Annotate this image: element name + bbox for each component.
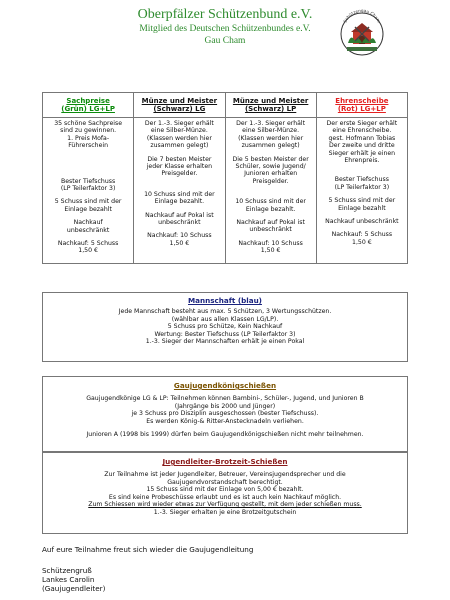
col-line: Nachkauf auf Pokal ist — [236, 219, 305, 227]
col-line: Schüler, sowie Jugend/ — [235, 163, 306, 171]
col-line: eine Silber-Münze. — [150, 127, 208, 135]
col-line: unbeschränkt — [249, 226, 292, 234]
mannschaft-section — [42, 292, 408, 362]
col-line: Die 7 besten Meister — [147, 155, 212, 163]
col-paragraph-p2 — [136, 156, 222, 178]
col-line: eine Silber-Münze. — [242, 127, 300, 135]
col-line: Der 1.-3. Sieger erhält — [144, 120, 214, 127]
col-paragraph-p5 — [45, 219, 131, 234]
koenig-title: Gaujugendkönigschießen — [173, 381, 277, 390]
col-line: Einlage bezahlt. — [245, 205, 296, 213]
mannschaft-line: 5 Schuss pro Schütze, Kein Nachkauf — [167, 323, 283, 331]
col-line: Nachkauf auf Pokal ist — [145, 211, 214, 219]
brotzeit-last-line: 1.-3. Sieger erhalten je eine Brotzeitgutschein — [153, 508, 297, 516]
brotzeit-line: 15 Schuss sind mit der Einlage von 5,00 € bezahlt. — [146, 486, 304, 494]
col-line: Einlage bezahlt. — [154, 198, 205, 206]
col-line: Der erste Sieger erhält — [326, 120, 398, 127]
koenig-line: Gaujugendkönige LG & LP: Teilnehmen können Bambini-, Schüler-, Jugend, und Junioren B — [86, 395, 364, 402]
col-paragraph-p6 — [45, 240, 131, 255]
col-head-muenze-lp: Münze und Meister (Schwarz) LP — [225, 93, 316, 118]
col-line: 5 Schuss sind mit der — [328, 197, 396, 205]
col-line: Nachkauf — [73, 219, 103, 227]
col-body-sachpreise — [43, 118, 134, 264]
col-line: Ehrenpreis. — [344, 157, 380, 165]
col-paragraph-p4 — [136, 191, 222, 206]
col-paragraph-p3 — [228, 191, 314, 192]
logo-text: Schützengau Cham — [342, 7, 382, 24]
col-line: Bester Tiefschuss — [334, 176, 389, 184]
signer-name: Lankes Carolin — [42, 575, 95, 584]
brotzeit-line: Gaujugendvorstandschaft berechtigt. — [167, 478, 283, 486]
col-line: eine Ehrenscheibe. — [332, 127, 392, 135]
col-line: sind zu gewinnen. — [60, 127, 117, 135]
col-line: zusammen gelegt) — [150, 142, 209, 150]
col-body-muenze-lg — [134, 118, 225, 264]
signer-role: (Gaujugendleiter) — [42, 584, 106, 593]
koenig-line: je 3 Schuss pro Disziplin ausgeschossen (bester Tiefschuss). — [131, 410, 319, 418]
col-line: Führerschein — [68, 142, 109, 150]
club-logo-icon — [339, 7, 385, 61]
brotzeit-line: Es sind keine Probeschüsse erlaubt und es ist auch kein Nachkauf möglich. — [108, 493, 342, 501]
brotzeit-title: Jugendleiter-Brotzeit-Schießen — [162, 457, 288, 466]
col-paragraph-p5 — [228, 219, 314, 234]
prize-table — [42, 92, 408, 264]
col-line: Nachkauf: 5 Schuss — [331, 231, 393, 239]
col-body-ehrenscheibe — [316, 118, 407, 264]
col-head-sachpreise: Sachpreise (Grün) LG+LP — [43, 93, 134, 118]
col-line: jeder Klasse erhalten — [146, 163, 213, 171]
brotzeit-underlined-note: Zum Schiessen wird wieder etwas zur Verfügung gestellt, mit dem jeder schießen muss. — [88, 501, 362, 509]
col-line: Junioren erhalten — [244, 170, 298, 178]
col-line: Einlage bezahlt — [338, 204, 386, 212]
col-line: (LP Teilerfaktor 3) — [334, 183, 390, 191]
col-line: (Klassen werden hier — [238, 134, 304, 142]
col-line: 1. Preis Mofa- — [67, 134, 110, 142]
col-line: Preisgelder. — [161, 170, 198, 178]
col-body-muenze-lp — [225, 118, 316, 264]
koenig-line: Es werden König-& Ritter-Anstecknadeln verliehen. — [146, 417, 304, 425]
mannschaft-line: 1.-3. Sieger der Mannschaften erhält je einen Pokal — [145, 338, 305, 346]
col-line: Der zweite und dritte — [329, 142, 395, 150]
col-line: 1,50 € — [260, 247, 281, 255]
col-head-muenze-lg: Münze und Meister (Schwarz) LG — [134, 93, 225, 118]
col-paragraph-p1 — [45, 120, 131, 150]
col-line: unbeschränkt — [158, 219, 201, 227]
brotzeit-section — [42, 452, 408, 534]
col-line: 1,50 € — [169, 239, 190, 247]
col-line: Nachkauf unbeschränkt — [325, 218, 399, 226]
col-line: unbeschränkt — [66, 226, 110, 234]
koenig-line: (Jahrgänge bis 2000 und Jünger) — [174, 402, 276, 410]
col-paragraph-p1 — [136, 120, 222, 150]
col-paragraph-p3 — [319, 176, 405, 191]
greeting: Schützengruß — [42, 566, 92, 575]
col-line: Der 1.-3. Sieger erhält — [236, 120, 306, 127]
col-line: Einlage bezahlt — [64, 205, 112, 213]
col-line: Sieger erhält je einen — [328, 149, 396, 157]
mannschaft-line: (wählbar aus allen Klassen LG/LP). — [171, 315, 279, 323]
col-line: gest. Hofmann Tobias — [328, 134, 396, 142]
col-paragraph-p1 — [228, 120, 314, 150]
col-paragraph-p6 — [136, 232, 222, 247]
col-line: (Klassen werden hier — [146, 134, 212, 142]
col-line: Die 5 besten Meister der — [232, 155, 309, 163]
club-title: Oberpfälzer Schützenbund e.V. — [137, 7, 313, 22]
col-line: Nachkauf: 5 Schuss — [57, 240, 119, 248]
mannschaft-line: Jede Mannschaft besteht aus max. 5 Schützen, 3 Wertungsschützen. — [118, 308, 332, 315]
mannschaft-line: Wertung: Bester Tiefschuss (LP Teilerfaktor 3) — [154, 330, 296, 338]
invite-text: Auf eure Teilnahme freut sich wieder die Gaujugendleitung — [42, 545, 254, 554]
col-paragraph-p6 — [228, 240, 314, 255]
col-line: 35 schöne Sachpreise — [54, 120, 123, 127]
col-line: 10 Schuss sind mit der — [144, 190, 215, 198]
col-paragraph-p5 — [319, 218, 405, 225]
col-line: 1,50 € — [352, 238, 372, 246]
col-line: Bester Tiefschuss — [61, 177, 116, 185]
col-paragraph-p6 — [319, 231, 405, 246]
col-line: 5 Schuss sind mit der — [54, 198, 122, 206]
col-line: zusammen gelegt) — [241, 142, 300, 150]
col-line: 1,50 € — [78, 247, 98, 255]
col-line: (LP Teilerfaktor 3) — [60, 185, 116, 193]
col-paragraph-p5 — [136, 212, 222, 227]
mannschaft-title: Mannschaft (blau) — [188, 296, 262, 305]
col-paragraph-p3 — [136, 184, 222, 185]
col-head-ehrenscheibe: Ehrenscheibe (Rot) LG+LP — [316, 93, 407, 118]
col-line: Nachkauf: 10 Schuss — [238, 239, 303, 247]
col-line: Preisgelder. — [252, 177, 289, 185]
col-paragraph-p3 — [45, 178, 131, 193]
col-paragraph-p4 — [45, 198, 131, 213]
brotzeit-line: Zur Teilnahme ist jeder Jugendleiter, Betreuer, Vereinsjugendsprecher und die — [104, 471, 346, 478]
col-line: 10 Schuss sind mit der — [235, 198, 306, 206]
koenig-section — [42, 376, 408, 452]
col-paragraph-p2 — [228, 156, 314, 186]
col-paragraph-p4 — [319, 197, 405, 212]
koenig-note: Junioren A (1998 bis 1999) dürfen beim Gaujugendkönigschießen nicht mehr teilnehmen. — [86, 431, 364, 439]
col-line: Nachkauf: 10 Schuss — [147, 232, 212, 240]
club-subtitle: Mitglied des Deutschen Schützenbundes e.V. — [139, 24, 311, 34]
col-paragraph-p4 — [228, 198, 314, 213]
col-paragraph-p1 — [319, 120, 405, 164]
gau-name: Gau Cham — [204, 36, 246, 46]
